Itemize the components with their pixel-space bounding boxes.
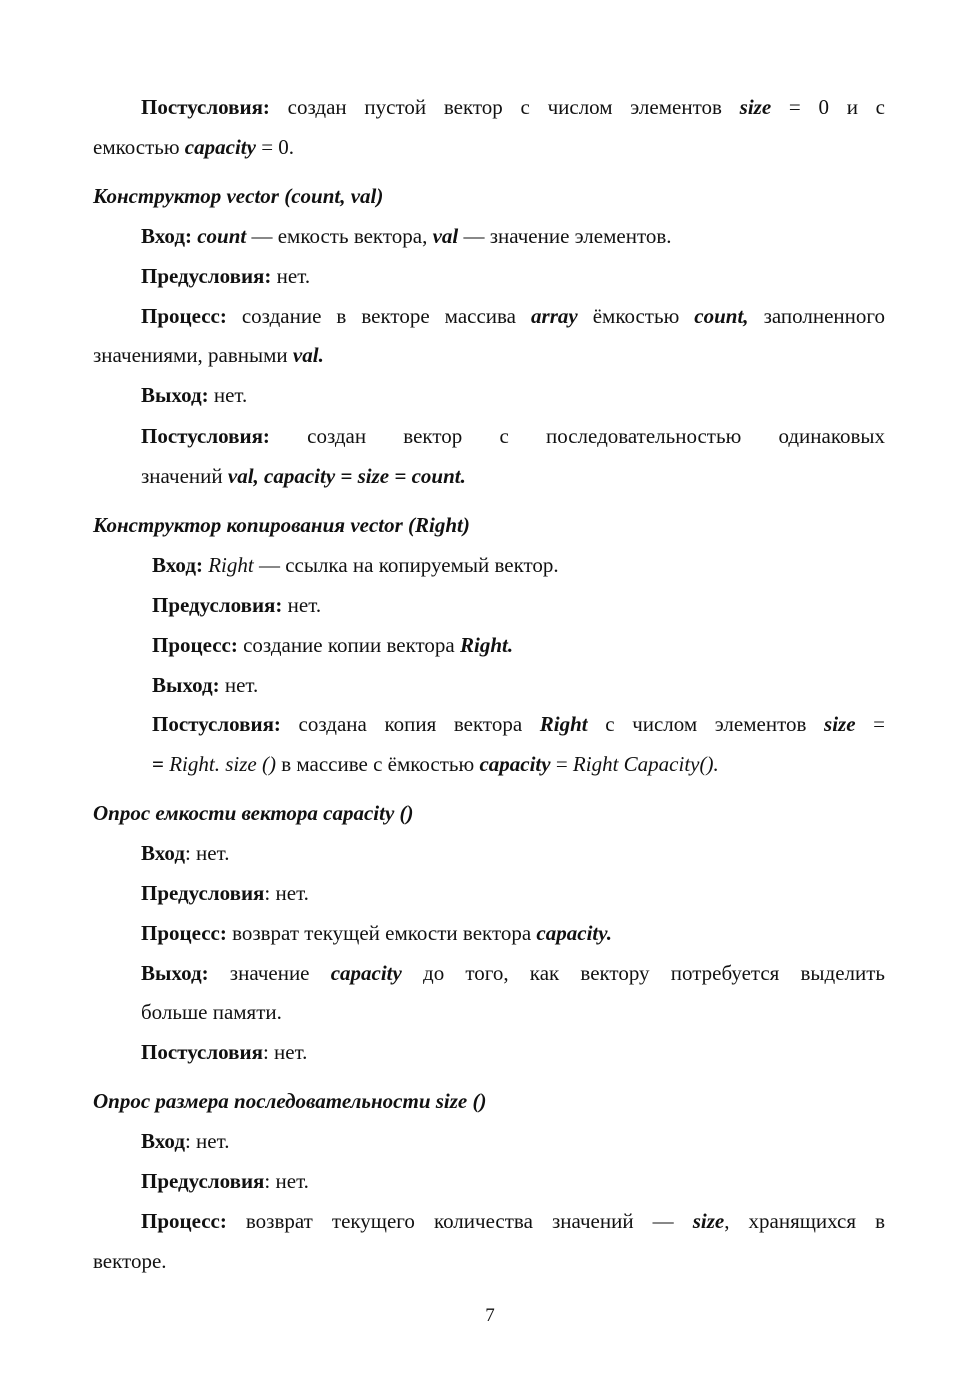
input-size: Вход: нет.: [141, 1129, 230, 1153]
heading-capacity-query: Опрос емкости вектора capacity (): [93, 801, 414, 825]
postconditions-copy-line-2: = Right. size () в массиве с ёмкостью capacity = Right Capacity().: [152, 752, 719, 776]
input-copy: Вход: Right — ссылка на копируемый вектор.: [152, 553, 559, 577]
process-count-val-line-1: Процесс: создание в векторе массива array ёмкостью count, заполненного: [141, 304, 885, 328]
output-count-val: Выход: нет.: [141, 383, 248, 407]
process-capacity: Процесс: возврат текущей емкости вектора capacity.: [141, 921, 613, 945]
process-size-line-2: векторе.: [93, 1249, 167, 1273]
preconditions-capacity: Предусловия: нет.: [141, 881, 309, 905]
postconditions-default-line-2: емкостью capacity = 0.: [93, 135, 295, 159]
process-copy: Процесс: создание копии вектора Right.: [152, 633, 514, 657]
input-count-val: Вход: count — емкость вектора, val — значение элементов.: [141, 224, 672, 248]
input-capacity: Вход: нет.: [141, 841, 230, 865]
postconditions-capacity: Постусловия: нет.: [141, 1040, 308, 1064]
preconditions-size: Предусловия: нет.: [141, 1169, 309, 1193]
process-count-val-line-2: значениями, равными val.: [93, 343, 324, 367]
output-copy: Выход: нет.: [152, 673, 259, 697]
output-capacity-line-1: Выход: значение capacity до того, как вектору потребуется выделить: [141, 961, 885, 985]
postconditions-default-line-1: Постусловия: создан пустой вектор с числом элементов size = 0 и с: [141, 95, 885, 119]
page-number: 7: [485, 1305, 495, 1326]
process-size-line-1: Процесс: возврат текущего количества значений — size, хранящихся в: [141, 1209, 885, 1233]
output-capacity-line-2: больше памяти.: [141, 1000, 282, 1024]
postconditions-copy-line-1: Постусловия: создана копия вектора Right с числом элементов size =: [152, 712, 885, 736]
preconditions-copy: Предусловия: нет.: [152, 593, 322, 617]
preconditions-count-val: Предусловия: нет.: [141, 264, 311, 288]
heading-size-query: Опрос размера последовательности size (): [93, 1089, 487, 1113]
postconditions-count-val-line-2: значений val, capacity = size = count.: [141, 464, 466, 488]
postconditions-count-val-line-1: Постусловия: создан вектор с последовательностью одинаковых: [141, 424, 885, 448]
heading-copy-constructor: Конструктор копирования vector (Right): [93, 513, 470, 537]
heading-constructor-count-val: Конструктор vector (count, val): [93, 184, 384, 208]
